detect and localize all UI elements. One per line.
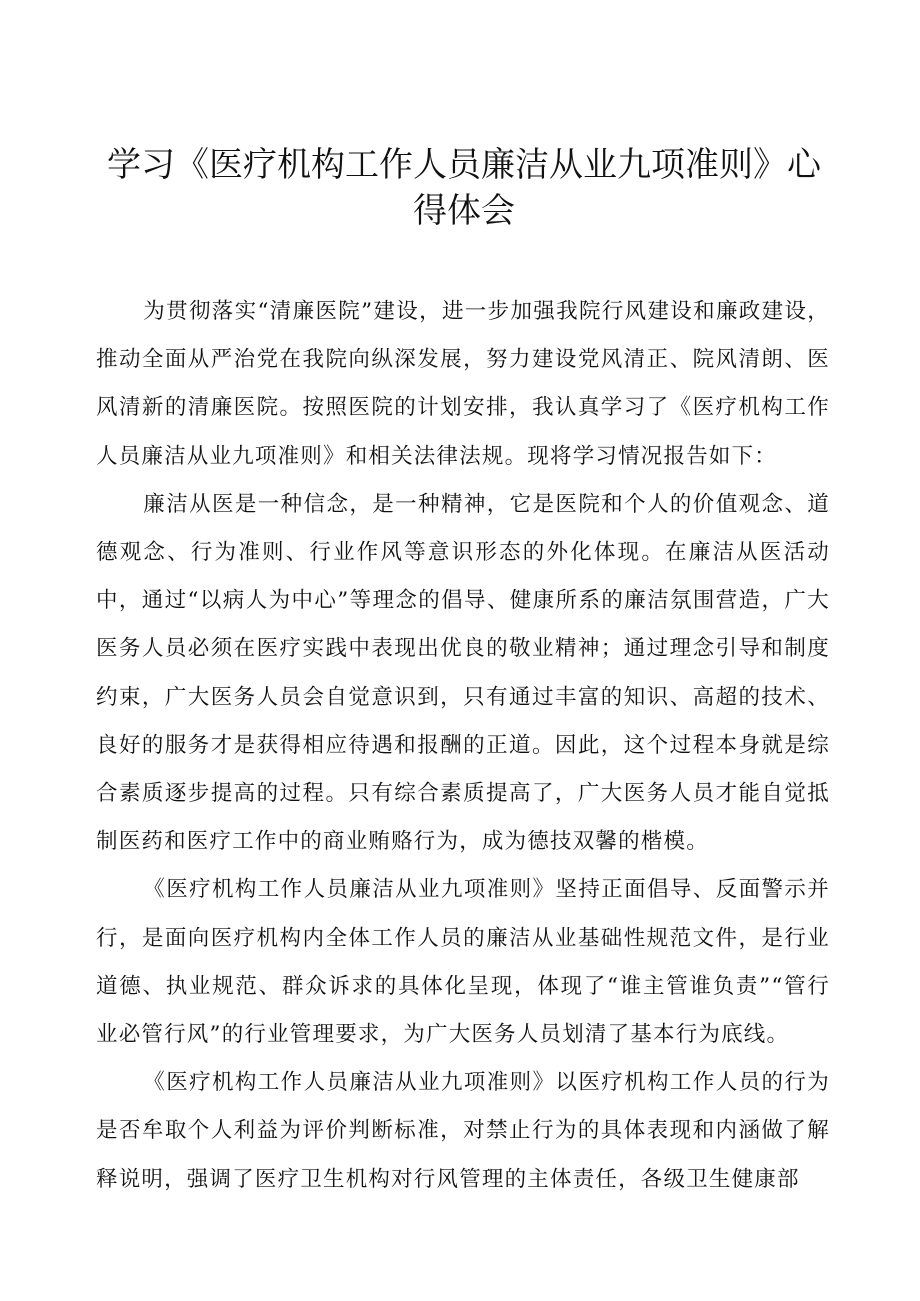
paragraph-4: 《医疗机构工作人员廉洁从业九项准则》以医疗机构工作人员的行为是否牟取个人利益为评价判断标准，对禁止行为的具体表现和内涵做了解释说明，强调了医疗卫生机构对行风管理的主体责任，各级卫生健康部 [96, 1070, 830, 1192]
paragraph-3: 《医疗机构工作人员廉洁从业九项准则》坚持正面倡导、反面警示并行，是面向医疗机构内全体工作人员的廉洁从业基础性规范文件，是行业道德、执业规范、群众诉求的具体化呈现，体现了“谁主管谁负责”“管行业必管行风”的行业管理要求，为广大医务人员划清了基本行为底线。 [96, 877, 830, 1048]
document-body [96, 288, 830, 1204]
document-title: 学习《医疗机构工作人员廉洁从业九项准则》心得体会 [107, 145, 821, 231]
paragraph-2: 廉洁从医是一种信念，是一种精神，它是医院和个人的价值观念、道德观念、行为准则、行业作风等意识形态的外化体现。在廉洁从医活动中，通过“以病人为中心”等理念的倡导、健康所系的廉洁氛围营造，广大医务人员必须在医疗实践中表现出优良的敬业精神；通过理念引导和制度约束，广大医务人员会自觉意识到，只有通过丰富的知识、高超的技术、良好的服务才是获得相应待遇和报酬的正道。因此，这个过程本身就是综合素质逐步提高的过程。只有综合素质提高了，广大医务人员才能自觉抵制医药和医疗工作中的商业贿赂行为，成为德技双馨的楷模。 [96, 491, 830, 855]
paragraph-1: 为贯彻落实“清廉医院”建设，进一步加强我院行风建设和廉政建设，推动全面从严治党在我院向纵深发展，努力建设党风清正、院风清朗、医风清新的清廉医院。按照医院的计划安排，我认真学习了《医疗机构工作人员廉洁从业九项准则》和相关法律法规。现将学习情况报告如下： [96, 299, 830, 469]
